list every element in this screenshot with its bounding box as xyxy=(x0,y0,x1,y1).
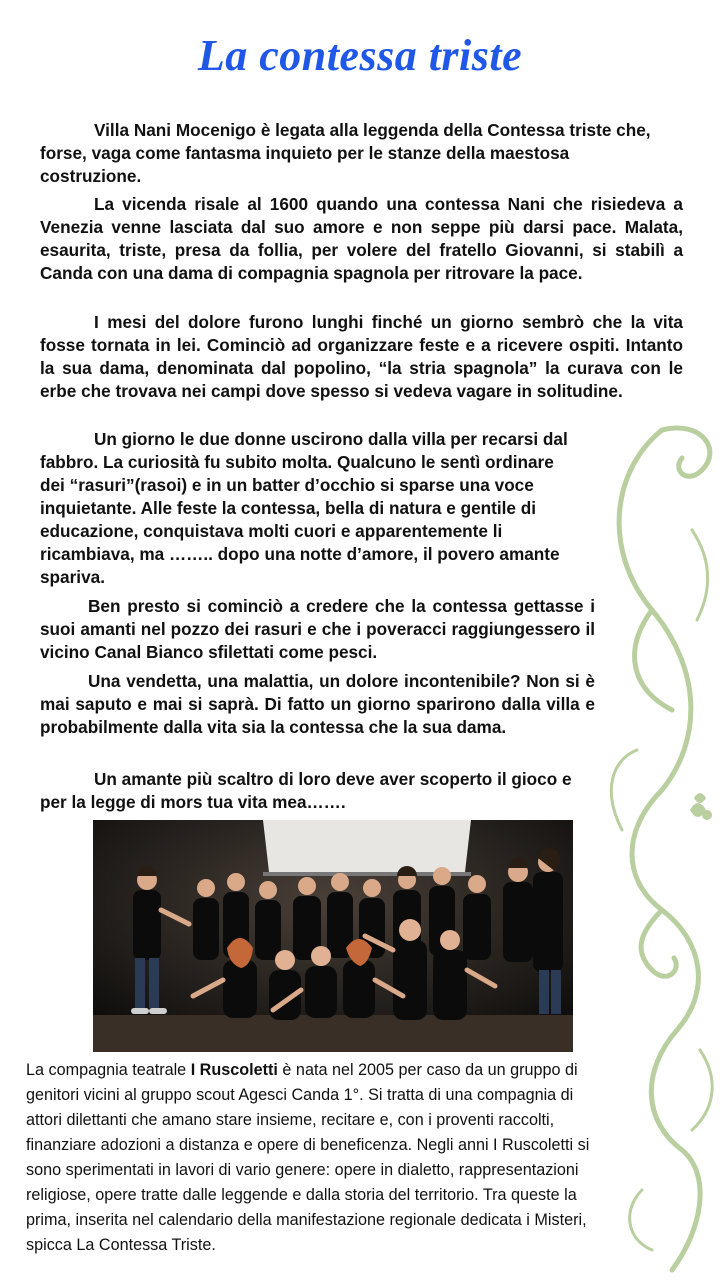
paragraph-well xyxy=(40,595,595,664)
caption-lead: La compagnia teatrale xyxy=(26,1061,191,1079)
group-photo-icon xyxy=(93,820,573,1052)
paragraph-well-text: Ben presto si cominciò a credere che la contessa gettasse i suoi amanti nel pozzo dei rasuri e che i poveracci raggiungessero il vicino Canal Bianco sfilettati come pesci. xyxy=(40,596,595,662)
paragraph-recovery-text: I mesi del dolore furono lunghi finché un giorno sembrò che la vita fosse tornata in lei. Cominciò ad organizzare feste e a ricevere ospiti. Intanto la sua dama, denominata dal popolino, “la stria spagnola” la curava con le erbe che trovava nei campi dove spesso si vedeva vagare in solitudine. xyxy=(40,312,683,401)
paragraph-vanishing xyxy=(40,670,595,739)
paragraph-origin xyxy=(40,193,683,285)
page-title: La contessa triste xyxy=(197,31,523,80)
paragraph-vanishing-text: Una vendetta, una malattia, un dolore incontenibile? Non si è mai saputo e mai si saprà. Di fatto un giorno sparirono dalla villa e probabilmente dalla vita sia la contessa che la sua dama. xyxy=(40,671,595,737)
paragraph-ending-text: Un amante più scaltro di loro deve aver scoperto il gioco e per la legge di mors tua vita mea……. xyxy=(40,769,572,812)
paragraph-origin-text: La vicenda risale al 1600 quando una contessa Nani che risiedeva a Venezia venne lasciata dal suo amore e non seppe più darsi pace. Malata, esaurita, triste, presa da follia, per volere del fratello Giovanni, si stabilì a Canda con una dama di compagnia spagnola per ritrovare la pace. xyxy=(40,194,683,283)
floral-swirl-icon xyxy=(582,410,720,1280)
paragraph-intro-text: Villa Nani Mocenigo è legata alla leggenda della Contessa triste che, forse, vaga come fantasma inquieto per le stanze della maestosa costruzione. xyxy=(40,120,651,186)
company-name: I Ruscoletti xyxy=(190,1061,278,1079)
caption-body: è nata nel 2005 per caso da un gruppo di genitori vicini al gruppo scout Agesci Canda 1°. Si tratta di una compagnia di attori dilettanti che amano stare insieme, recitare e, con i proventi raccolti, finanziare adozioni a distanza e opere di beneficenza. Negli anni I Ruscoletti si sono sperimentati in lavori di vario genere: opere in dialetto, rappresentazioni religiose, opere tratte dalle leggende e dalla storia del territorio. Tra queste la prima, inserita nel calendario della manifestazione regionale dedicata i Misteri, spicca La Contessa Triste. xyxy=(26,1061,590,1254)
group-photo xyxy=(93,820,573,1052)
paragraph-blacksmith xyxy=(40,428,580,589)
paragraph-recovery xyxy=(40,311,683,403)
paragraph-blacksmith-text: Un giorno le due donne uscirono dalla villa per recarsi dal fabbro. La curiosità fu subito molta. Qualcuno le sentì ordinare dei “rasuri”(rasoi) e in un batter d’occhio si sparse una voce inquietante. Alle feste la contessa, bella di natura e gentile di educazione, conquistava molti cuori e apparentemente li ricambiava, ma …….. dopo una notte d’amore, il povero amante spariva. xyxy=(40,429,568,587)
paragraph-ending xyxy=(40,768,595,814)
photo-caption xyxy=(26,1058,606,1258)
paragraph-intro xyxy=(40,119,670,188)
